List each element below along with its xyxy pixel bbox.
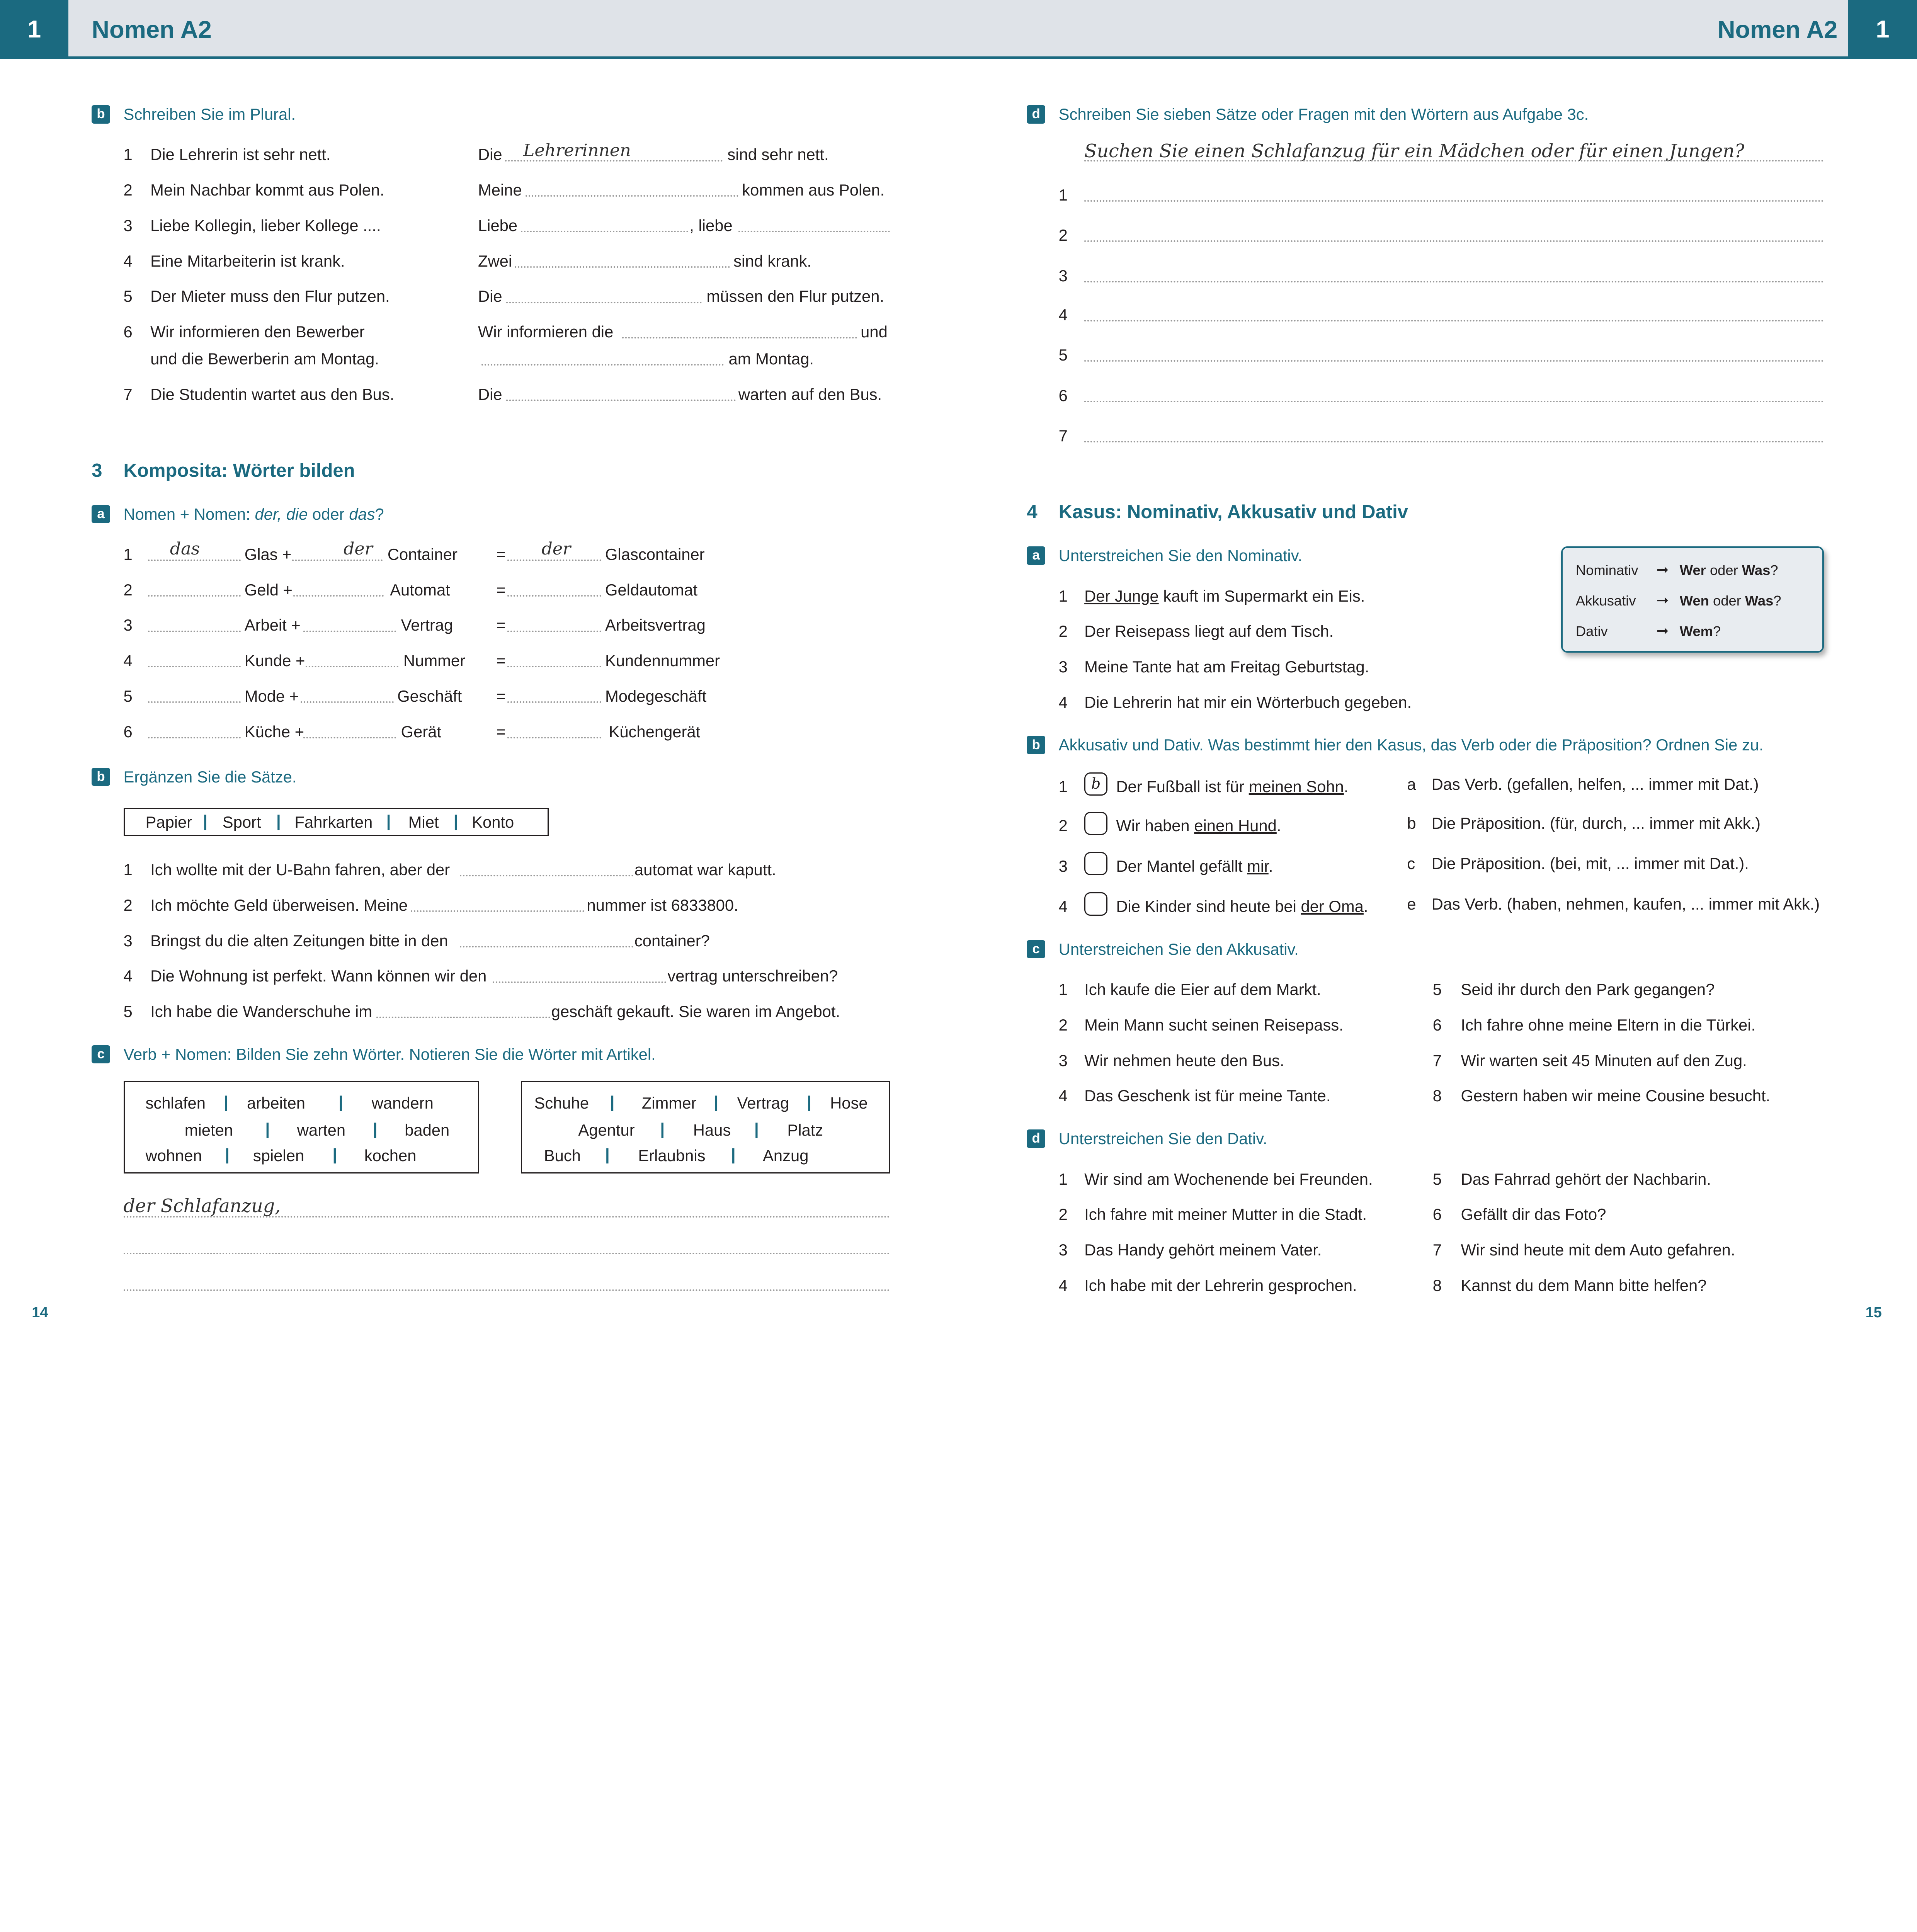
word-box-item: Konto [472,813,514,831]
answer-blank[interactable] [376,1001,550,1018]
compound-result: Arbeitsvertrag [605,616,706,634]
writing-line[interactable] [124,1237,890,1254]
word-separator: | [225,1145,230,1164]
noun-word: Schuhe [534,1094,589,1112]
page-number-left: 14 [32,1304,48,1321]
verb-word: schlafen [145,1094,206,1112]
noun-word: Buch [544,1146,581,1165]
answer-blank[interactable] [622,321,857,338]
handwritten-answer: Lehrerinnen [523,140,631,160]
word-separator: | [754,1119,759,1138]
item-sentence: Der Mieter muss den Flur putzen. [150,287,390,306]
answer-blank[interactable] [738,215,890,232]
article-blank[interactable] [507,686,602,703]
case-question: Wer oder Was? [1679,562,1778,578]
item-sentence: Das Fahrrad gehört der Nachbarin. [1461,1170,1711,1188]
equals-sign: = [496,545,506,563]
article-blank[interactable] [148,580,241,597]
article-blank[interactable] [303,721,396,738]
compound-word1: Arbeit + [244,616,301,634]
item-number: 2 [123,580,133,599]
compound-result: Modegeschäft [605,687,707,705]
writing-line[interactable] [1084,225,1824,242]
item-sentence: Meine Tante hat am Freitag Geburtstag. [1084,658,1369,676]
item-number: 3 [123,216,133,235]
equals-sign: = [496,651,506,670]
article-blank[interactable] [148,686,241,703]
header-title-left: Nomen A2 [92,16,212,44]
noun-word: Hose [830,1094,868,1112]
item-sentence: Seid ihr durch den Park gegangen? [1461,980,1715,999]
item-number: 7 [123,385,133,403]
writing-line[interactable] [124,1274,890,1291]
exercise-letter-badge: d [1027,105,1045,123]
writing-line [1084,144,1824,161]
compound-word1: Glas + [244,545,292,563]
item-number: 4 [123,651,133,670]
exercise-letter-badge: c [1027,940,1045,958]
article-blank[interactable] [507,650,602,667]
exercise-instruction: Akkusativ und Dativ. Was bestimmt hier den Kasus, das Verb oder die Präposition? Ordnen Sie zu. [1058,736,1764,754]
writing-line[interactable] [124,1201,890,1218]
exercise-instruction: Verb + Nomen: Bilden Sie zehn Wörter. Notieren Sie die Wörter mit Artikel. [123,1045,656,1063]
arrow-right-icon: ➞ [1656,623,1669,639]
article-blank[interactable] [293,580,384,597]
equals-sign: = [496,616,506,634]
item-number: 3 [1058,1051,1068,1070]
word-separator: | [203,811,208,830]
answer-checkbox[interactable] [1084,812,1107,835]
case-name: Dativ [1575,623,1608,639]
option-letter: e [1407,895,1416,913]
answer-blank[interactable] [506,286,702,303]
option-letter: c [1407,854,1415,873]
word-box-item: Fahrkarten [294,813,373,831]
word-separator: | [610,1093,615,1111]
word-separator: | [806,1093,811,1111]
answer-blank[interactable] [521,215,688,232]
item-suffix: kommen aus Polen. [742,181,885,199]
verb-word: wandern [371,1094,434,1112]
item-number: 1 [1058,777,1068,796]
compound-word2: Gerät [401,722,442,741]
line-number: 1 [1058,185,1068,204]
article-blank[interactable] [148,615,241,632]
answer-blank[interactable] [460,930,633,947]
item-suffix: und [861,323,888,341]
answer-blank[interactable] [493,966,666,983]
item-sentence: Der Junge kauft im Supermarkt ein Eis. [1084,587,1365,605]
noun-word: Agentur [578,1121,635,1139]
item-prefix: Die [478,287,502,306]
item-suffix: automat war kaputt. [634,861,776,879]
handwritten-article: der [343,539,373,559]
item-number: 2 [123,896,133,914]
chapter-tab-left: 1 [0,0,68,59]
verb-word: kochen [364,1146,417,1165]
line-number: 2 [1058,226,1068,245]
article-blank[interactable] [306,650,398,667]
exercise-instruction: Unterstreichen Sie den Akkusativ. [1058,940,1299,958]
item-sentence: Der Reisepass liegt auf dem Tisch. [1084,622,1334,641]
item-number: 2 [1058,816,1068,835]
item-number: 8 [1432,1087,1442,1105]
item-number: 1 [123,545,133,563]
exercise-instruction: Unterstreichen Sie den Nominativ. [1058,546,1303,565]
section-title: Komposita: Wörter bilden [123,460,355,481]
verb-word: mieten [184,1121,233,1139]
item-sentence: Gefällt dir das Foto? [1461,1205,1606,1224]
compound-word1: Kunde + [244,651,305,670]
exercise-instruction: Schreiben Sie im Plural. [123,105,296,124]
exercise-letter-badge: c [92,1045,110,1063]
compound-word2: Nummer [403,651,466,670]
item-sentence: Ich habe mit der Lehrerin gesprochen. [1084,1276,1357,1294]
item-number: 3 [1058,857,1068,875]
item-number: 7 [1432,1051,1442,1070]
item-sentence: Das Geschenk ist für meine Tante. [1084,1087,1331,1105]
item-sentence: Die Kinder sind heute bei der Oma. [1116,897,1368,916]
line-number: 4 [1058,305,1068,324]
item-sentence: Ich fahre ohne meine Eltern in die Türkei. [1461,1015,1756,1034]
arrow-right-icon: ➞ [1656,592,1669,609]
noun-word: Anzug [763,1146,809,1165]
answer-blank[interactable] [515,251,730,268]
writing-line[interactable] [1084,304,1824,321]
answer-checkbox[interactable]: b [1084,772,1107,796]
answer-blank[interactable] [506,384,736,401]
chapter-tab-right: 1 [1848,0,1917,59]
item-prefix: Die [478,145,502,164]
word-separator: | [332,1145,337,1164]
word-separator: | [660,1119,665,1138]
item-number: 2 [1058,1205,1068,1224]
word-separator: | [731,1145,736,1164]
word-box-item: Sport [222,813,261,831]
item-number: 5 [1432,980,1442,999]
case-question: Wem? [1679,623,1721,639]
item-number: 1 [123,861,133,879]
word-box-item: Papier [145,813,192,831]
item-number: 4 [123,252,133,270]
item-number: 3 [123,931,133,950]
item-sentence: Wir haben einen Hund. [1116,816,1281,835]
writing-line[interactable] [1084,265,1824,282]
word-separator: | [453,811,458,830]
item-number: 1 [1058,980,1068,999]
option-letter: a [1407,775,1416,793]
item-prefix: Wir informieren die [478,323,614,341]
item-suffix: warten auf den Bus. [738,385,882,403]
writing-line[interactable] [1084,385,1824,402]
option-letter: b [1407,814,1416,832]
writing-line[interactable] [1084,345,1824,362]
compound-word1: Küche + [244,722,304,741]
word-separator: | [714,1093,719,1111]
header-title-right: Nomen A2 [1717,16,1838,44]
item-suffix: müssen den Flur putzen. [706,287,885,306]
word-separator: | [373,1119,378,1138]
item-number: 1 [123,145,133,164]
word-separator: | [223,1093,228,1111]
option-text: Das Verb. (haben, nehmen, kaufen, ... immer mit Akk.) [1431,895,1820,913]
answer-checkbox[interactable] [1084,852,1107,875]
item-number: 4 [1058,897,1068,916]
item-sentence: Ich fahre mit meiner Mutter in die Stadt. [1084,1205,1367,1224]
article-blank[interactable] [507,721,602,738]
item-number: 1 [1058,587,1068,605]
line-number: 7 [1058,427,1068,445]
item-suffix: geschäft gekauft. Sie waren im Angebot. [551,1002,840,1021]
item-number: 6 [1432,1205,1442,1224]
compound-word2: Vertrag [401,616,453,634]
item-sentence: Wir warten seit 45 Minuten auf den Zug. [1461,1051,1747,1070]
item-number: 5 [1432,1170,1442,1188]
item-sentence: Eine Mitarbeiterin ist krank. [150,252,345,270]
item-prefix: Bringst du die alten Zeitungen bitte in den [150,931,448,950]
compound-word2: Automat [390,580,450,599]
compound-result: Geldautomat [605,580,698,599]
article-blank[interactable] [507,615,602,632]
verb-word: spielen [253,1146,304,1165]
item-number: 5 [123,1002,133,1021]
item-sentence: Der Fußball ist für meinen Sohn. [1116,777,1349,796]
item-number: 2 [1058,622,1068,641]
verb-word: baden [405,1121,450,1139]
writing-line[interactable] [1084,425,1824,442]
exercise-letter-badge: a [1027,546,1045,565]
section-number: 3 [92,460,102,481]
line-number: 5 [1058,346,1068,364]
answer-blank[interactable] [460,859,633,876]
answer-blank[interactable] [481,349,723,366]
item-sentence: Liebe Kollegin, lieber Kollege .... [150,216,381,235]
verb-word: warten [297,1121,346,1139]
item-sentence: Mein Nachbar kommt aus Polen. [150,181,384,199]
item-number: 5 [123,287,133,306]
item-prefix: Zwei [478,252,512,270]
item-number: 3 [1058,1241,1068,1259]
item-sentence: Kannst du dem Mann bitte helfen? [1461,1276,1707,1294]
handwritten-example: Suchen Sie einen Schlafanzug für ein Mädchen oder für einen Jungen? [1084,140,1745,162]
exercise-letter-badge: a [92,505,110,523]
item-prefix: Ich habe die Wanderschuhe im [150,1002,373,1021]
item-prefix: Ich wollte mit der U-Bahn fahren, aber der [150,861,450,879]
item-sentence: Das Handy gehört meinem Vater. [1084,1241,1322,1259]
answer-checkbox[interactable] [1084,892,1107,915]
case-name: Nominativ [1575,562,1638,578]
item-prefix: Die Wohnung ist perfekt. Wann können wir den [150,967,487,985]
item-suffix: nummer ist 6833800. [587,896,738,914]
word-separator: | [338,1093,343,1111]
item-sentence: Ich kaufe die Eier auf dem Markt. [1084,980,1321,999]
arrow-right-icon: ➞ [1656,562,1669,578]
word-separator: | [605,1145,610,1164]
item-prefix: Ich möchte Geld überweisen. Meine [150,896,408,914]
item-suffix: container? [634,931,710,950]
noun-word: Zimmer [641,1094,697,1112]
item-number: 4 [1058,1087,1068,1105]
compound-word1: Mode + [244,687,299,705]
item-sentence: Mein Mann sucht seinen Reisepass. [1084,1015,1344,1034]
compound-word2: Geschäft [397,687,462,705]
page-number-right: 15 [1865,1304,1882,1321]
compound-result: Kundennummer [605,651,720,670]
item-number: 4 [1058,1276,1068,1294]
option-text: Die Präposition. (für, durch, ... immer mit Akk.) [1431,814,1761,832]
item-number: 3 [1058,658,1068,676]
case-name: Akkusativ [1575,593,1636,609]
answer-blank[interactable] [526,180,738,197]
item-sentence: Wir sind am Wochenende bei Freunden. [1084,1170,1373,1188]
item-number: 1 [1058,1170,1068,1188]
item-number: 6 [123,722,133,741]
equals-sign: = [496,722,506,741]
item-sentence: Die Studentin wartet aus den Bus. [150,385,395,403]
item-suffix: sind sehr nett. [727,145,829,164]
handwritten-article: der [541,539,571,559]
verb-word: arbeiten [247,1094,305,1112]
exercise-letter-badge: d [1027,1129,1045,1148]
option-text: Das Verb. (gefallen, helfen, ... immer mit Dat.) [1431,775,1759,793]
compound-word1: Geld + [244,580,293,599]
item-number: 5 [123,687,133,705]
article-blank[interactable] [148,721,241,738]
compound-word2: Container [387,545,458,563]
section-title: Kasus: Nominativ, Akkusativ und Dativ [1058,502,1408,523]
handwritten-answer: der Schlafanzug, [123,1196,281,1217]
item-prefix: Die [478,385,502,403]
word-separator: | [265,1119,270,1138]
equals-sign: = [496,580,506,599]
item-number: 6 [123,323,133,341]
option-text: Die Präposition. (bei, mit, ... immer mit Dat.). [1431,854,1749,873]
item-number: 4 [123,967,133,985]
exercise-instruction: Unterstreichen Sie den Dativ. [1058,1129,1267,1148]
compound-result: Glascontainer [605,545,705,563]
exercise-letter-badge: b [1027,736,1045,754]
exercise-letter-badge: b [92,768,110,786]
noun-word: Erlaubnis [638,1146,706,1165]
answer-blank[interactable] [411,895,584,912]
writing-line[interactable] [1084,185,1824,202]
item-sentence: Die Lehrerin ist sehr nett. [150,145,331,164]
item-number: 3 [123,616,133,634]
item-number: 2 [123,181,133,199]
item-suffix: vertrag unterschreiben? [667,967,838,985]
noun-word: Haus [693,1121,731,1139]
item-number: 4 [1058,693,1068,711]
noun-word: Platz [787,1121,823,1139]
exercise-letter-badge: b [92,105,110,123]
article-blank[interactable] [303,615,396,632]
item-prefix: Liebe [478,216,518,235]
item-prefix: Meine [478,181,522,199]
compound-result: Küchengerät [609,722,701,741]
item-middle: , liebe [689,216,733,235]
article-blank[interactable] [148,650,241,667]
item-number: 8 [1432,1276,1442,1294]
item-number: 2 [1058,1015,1068,1034]
item-suffix: sind krank. [733,252,812,270]
case-question: Wen oder Was? [1679,593,1781,609]
item-number: 6 [1432,1015,1442,1034]
line-number: 3 [1058,266,1068,285]
handwritten-article: das [170,539,200,559]
word-separator: | [276,811,281,830]
item-sentence: Wir informieren den Bewerber [150,323,365,341]
exercise-instruction: Schreiben Sie sieben Sätze oder Fragen mit den Wörtern aus Aufgabe 3c. [1058,105,1589,124]
word-separator: | [386,811,391,830]
item-number: 7 [1432,1241,1442,1259]
header-bar [0,0,1917,59]
noun-word: Vertrag [737,1094,789,1112]
item-sentence: Wir sind heute mit dem Auto gefahren. [1461,1241,1735,1259]
section-number: 4 [1027,502,1038,523]
exercise-instruction: Ergänzen Sie die Sätze. [123,767,297,786]
item-sentence: Der Mantel gefällt mir. [1116,857,1273,875]
article-blank[interactable] [507,580,602,597]
item-sentence: Gestern haben wir meine Cousine besucht. [1461,1087,1771,1105]
word-box-item: Miet [408,813,439,831]
verb-word: wohnen [145,1146,202,1165]
item-sentence: Wir nehmen heute den Bus. [1084,1051,1284,1070]
item-sentence: Die Lehrerin hat mir ein Wörterbuch gegeben. [1084,693,1412,711]
exercise-instruction: Nomen + Nomen: der, die oder das? [123,505,384,523]
item-suffix-line2: am Montag. [728,349,814,368]
line-number: 6 [1058,386,1068,405]
equals-sign: = [496,687,506,705]
article-blank[interactable] [301,686,393,703]
item-sentence-line2: und die Bewerberin am Montag. [150,349,379,368]
